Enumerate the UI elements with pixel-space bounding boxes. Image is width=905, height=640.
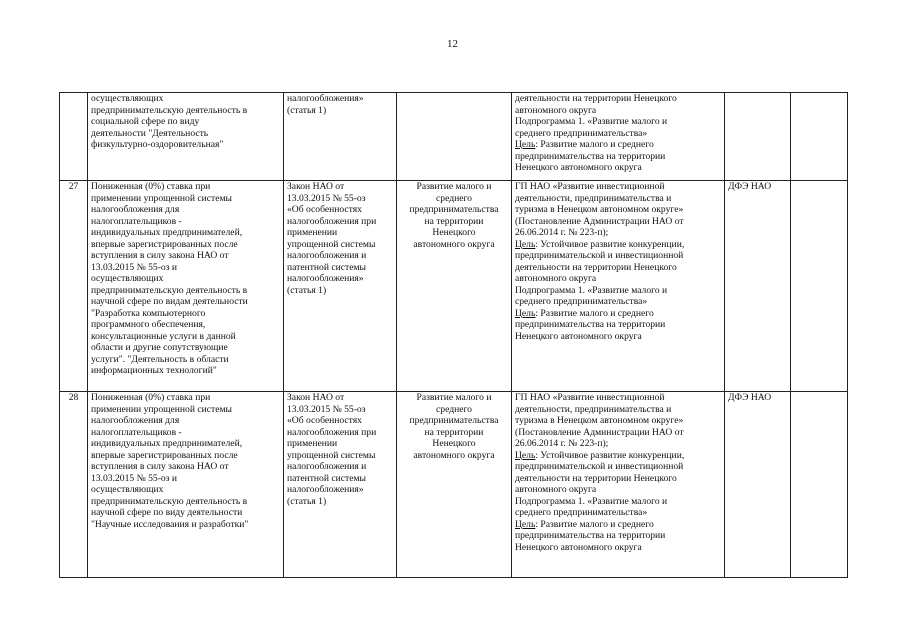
cell-line: предпринимательства [409, 204, 499, 215]
cell-line: консультационные услуги в данной [91, 330, 236, 342]
cell-line: предпринимательства [409, 415, 499, 426]
line-text: (Постановление Администрации НАО от [515, 215, 684, 227]
cell-line [515, 262, 721, 274]
row-number-cell: 27 [60, 181, 88, 392]
line-text: среднего предпринимательства» [515, 296, 648, 307]
cell-line: предпринимательскую деятельность в [91, 284, 248, 296]
cell-line: Развитие малого и [416, 181, 492, 192]
cell-line: налогообложения при [287, 215, 377, 227]
cell-line: "Разработка компьютерного [91, 307, 206, 319]
line-text: Подпрограмма 1. «Развитие малого и [515, 495, 668, 507]
cell-line: физкультурно-оздоровительная" [91, 139, 224, 150]
cell-line: Закон НАО от [287, 181, 345, 192]
legal-basis-cell [284, 93, 397, 181]
line-text: туризма в Ненецком автономном округе» [515, 204, 684, 215]
cell-line: впервые зарегистрированных после [91, 449, 238, 461]
line-text: деятельности, предпринимательства и [515, 192, 672, 204]
cell-line [515, 296, 721, 308]
cell-line [515, 181, 721, 193]
cell-line: применении [287, 227, 338, 238]
table-row [60, 392, 848, 578]
cell-line: на территории [424, 426, 484, 438]
line-text: автономного округа [515, 104, 597, 116]
cell-line: применении упрощенной системы [91, 403, 232, 415]
cell-line [515, 250, 721, 262]
goal-cell [397, 181, 512, 392]
goal-cell [397, 392, 512, 578]
cell-line: налогообложения при [287, 426, 377, 438]
cell-line [515, 530, 721, 542]
line-text: Ненецкого автономного округа [515, 162, 642, 173]
cell-line: упрощенной системы [287, 238, 376, 250]
page-number: 12 [447, 38, 458, 50]
curator-cell: ДФЭ НАО [725, 392, 791, 578]
cell-line: Развитие малого и [416, 392, 492, 403]
cell-line: «Об особенностях [287, 415, 362, 426]
cell-line: упрощенной системы [287, 449, 376, 461]
line-text: автономного округа [515, 484, 597, 495]
cell-line: осуществляющих [91, 484, 164, 495]
cell-line: 13.03.2015 № 55-оз [287, 192, 366, 204]
cell-line: налогообложения и [287, 461, 367, 472]
line-text: Ненецкого автономного округа [515, 541, 642, 553]
line-text: 26.06.2014 г. № 223-п); [515, 438, 609, 449]
cell-line [515, 415, 721, 427]
line-text: ГП НАО «Развитие инвестиционной [515, 392, 665, 403]
goal-prefix: Цель [515, 307, 536, 319]
curator-cell: ДФЭ НАО [725, 181, 791, 392]
cell-line [515, 216, 721, 228]
goal-prefix: Цель [515, 518, 536, 530]
goal-prefix: Цель [515, 238, 536, 250]
cell-line [515, 496, 721, 508]
cell-line: применении упрощенной системы [91, 192, 232, 204]
cell-line [515, 151, 721, 163]
cell-line: патентной системы [287, 261, 367, 273]
cell-line: Ненецкого [432, 438, 476, 449]
line-text: предпринимательской и инвестиционной [515, 250, 684, 261]
line-text: среднего предпринимательства» [515, 127, 648, 139]
cell-line: среднего [436, 403, 472, 415]
cell-line [515, 93, 721, 105]
line-text: среднего предпринимательства» [515, 507, 648, 518]
curator-cell [725, 93, 791, 181]
cell-line [515, 139, 721, 151]
cell-line: области и другие сопутствующие [91, 342, 228, 353]
cell-line: деятельности "Деятельность [91, 127, 209, 139]
cell-line [515, 473, 721, 485]
cell-line [515, 204, 721, 216]
cell-line [515, 438, 721, 450]
cell-line: научной сфере по виду деятельности [91, 507, 243, 518]
cell-line: налогообложения» [287, 93, 364, 104]
row-number-cell: 28 [60, 392, 88, 578]
line-text: : Устойчивое развитие конкуренции, [535, 238, 685, 250]
cell-line: услуги". "Деятельность в области [91, 353, 229, 365]
goal-prefix: Цель [515, 139, 536, 150]
cell-line [515, 519, 721, 531]
cell-line: научной сфере по видам деятельности [91, 296, 248, 307]
cell-line: 13.03.2015 № 55-оз и [91, 261, 178, 273]
line-text: автономного округа [515, 273, 597, 284]
cell-line [515, 308, 721, 320]
cell-line: индивидуальных предпринимателей, [91, 438, 243, 449]
cell-line: налогообложения для [91, 415, 180, 426]
cell-line: автономного округа [413, 449, 495, 461]
cell-line: "Научные исследования и разработки" [91, 518, 249, 530]
cell-line: «Об особенностях [287, 204, 362, 215]
cell-line [515, 128, 721, 140]
cell-line [515, 116, 721, 128]
cell-line: налогообложения» [287, 273, 364, 284]
line-text: деятельности, предпринимательства и [515, 403, 672, 415]
line-text: ГП НАО «Развитие инвестиционной [515, 181, 665, 192]
cell-line [515, 484, 721, 496]
line-text: : Развитие малого и среднего [535, 518, 654, 530]
cell-line [515, 461, 721, 473]
line-text: : Устойчивое развитие конкуренции, [535, 449, 685, 461]
line-text: деятельности на территории Ненецкого [515, 261, 677, 273]
goal-prefix: Цель [515, 449, 536, 461]
line-text: предпринимательства на территории [515, 150, 666, 162]
table-body [60, 93, 848, 578]
empty-cell [791, 392, 848, 578]
cell-line [515, 542, 721, 554]
line-text: Подпрограмма 1. «Развитие малого и [515, 116, 668, 127]
cell-line [515, 193, 721, 205]
cell-line [515, 285, 721, 297]
cell-line: 13.03.2015 № 55-оз и [91, 472, 178, 484]
cell-line: автономного округа [413, 238, 495, 250]
line-text: деятельности на территории Ненецкого [515, 472, 677, 484]
cell-line [515, 392, 721, 404]
cell-line: предпринимательскую деятельность в [91, 104, 248, 116]
cell-line [515, 404, 721, 416]
cell-line [515, 427, 721, 439]
table-row [60, 181, 848, 392]
cell-line: вступления в силу закона НАО от [91, 461, 229, 472]
cell-line: программного обеспечения, [91, 319, 206, 330]
line-text: деятельности на территории Ненецкого [515, 93, 677, 104]
cell-line: среднего [436, 192, 472, 204]
empty-cell [791, 181, 848, 392]
line-text: (Постановление Администрации НАО от [515, 426, 684, 438]
cell-line: индивидуальных предпринимателей, [91, 227, 243, 238]
cell-line: налогообложения» [287, 484, 364, 495]
program-cell [512, 392, 725, 578]
cell-line: Закон НАО от [287, 392, 345, 403]
cell-line [515, 162, 721, 174]
legal-basis-cell [284, 181, 397, 392]
cell-line: предпринимательскую деятельность в [91, 495, 248, 507]
cell-line: налогоплательщиков - [91, 215, 182, 227]
cell-line: (статья 1) [287, 104, 327, 116]
goal-cell [397, 93, 512, 181]
cell-line [515, 507, 721, 519]
cell-line [515, 105, 721, 117]
line-text: Ненецкого автономного округа [515, 330, 642, 342]
cell-line [515, 450, 721, 462]
cell-line: налогообложения для [91, 204, 180, 215]
cell-line: патентной системы [287, 472, 367, 484]
cell-line: налогообложения и [287, 250, 367, 261]
cell-line: социальной сфере по виду [91, 116, 200, 127]
line-text: : Развитие малого и среднего [535, 139, 654, 150]
description-cell [88, 392, 284, 578]
cell-line [515, 319, 721, 331]
cell-line: Пониженная (0%) ставка при [91, 392, 211, 403]
line-text: туризма в Ненецком автономном округе» [515, 415, 684, 426]
description-cell [88, 93, 284, 181]
cell-line: Ненецкого [432, 227, 476, 238]
cell-line: информационных технологий" [91, 365, 217, 376]
program-cell [512, 181, 725, 392]
cell-line: налогоплательщиков - [91, 426, 182, 438]
line-text: Подпрограмма 1. «Развитие малого и [515, 284, 668, 296]
description-cell [88, 181, 284, 392]
line-text: предпринимательства на территории [515, 530, 666, 541]
empty-cell [791, 93, 848, 181]
cell-line: (статья 1) [287, 284, 327, 296]
cell-line: на территории [424, 215, 484, 227]
cell-line: осуществляющих [91, 93, 164, 104]
cell-line: осуществляющих [91, 273, 164, 284]
cell-line [515, 273, 721, 285]
cell-line [515, 239, 721, 251]
cell-line: 13.03.2015 № 55-оз [287, 403, 366, 415]
cell-line: применении [287, 438, 338, 449]
line-text: предпринимательской и инвестиционной [515, 461, 684, 472]
program-cell [512, 93, 725, 181]
cell-line: впервые зарегистрированных после [91, 238, 238, 250]
tax-expenditures-table [59, 92, 848, 578]
cell-line [515, 227, 721, 239]
legal-basis-cell [284, 392, 397, 578]
line-text: предпринимательства на территории [515, 319, 666, 330]
table-row [60, 93, 848, 181]
cell-line: Пониженная (0%) ставка при [91, 181, 211, 192]
row-number-cell [60, 93, 88, 181]
cell-line: (статья 1) [287, 495, 327, 507]
cell-line [515, 331, 721, 343]
line-text: : Развитие малого и среднего [535, 307, 654, 319]
cell-line: вступления в силу закона НАО от [91, 250, 229, 261]
line-text: 26.06.2014 г. № 223-п); [515, 227, 609, 238]
